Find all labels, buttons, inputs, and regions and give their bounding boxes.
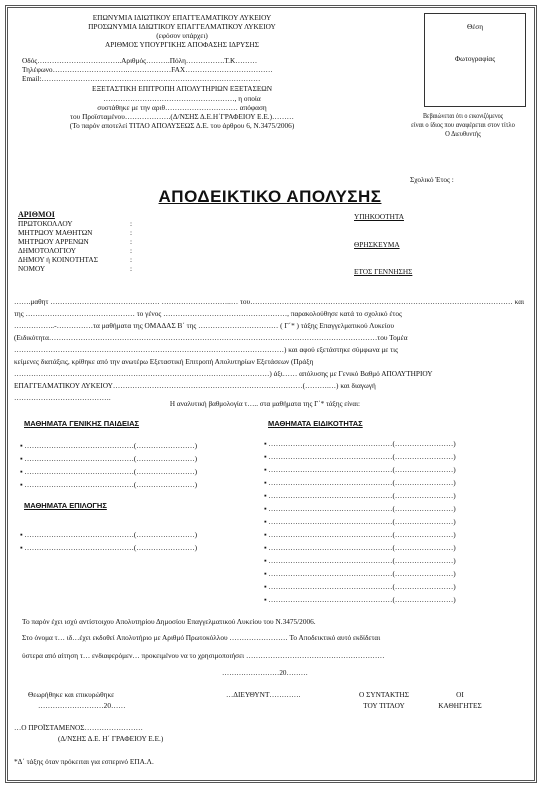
committee-line-3: του Προϊσταμένου……………….(Δ/ΝΣΗΣ Δ.Ε.Η΄ΓΡΑΦΕΙΟΥ Ε.Ε.)……… xyxy=(70,112,294,121)
director-signature: …ΔΙΕΥΘΥΝΤ…………. xyxy=(226,690,301,699)
colon: : xyxy=(130,264,133,273)
colon: : xyxy=(130,246,133,255)
specialty-subject-line: ▪ ……………………………………………(……………………) xyxy=(264,582,456,591)
number-municipal-registry: ΔΗΜΟΤΟΛΟΓΙΟΥ xyxy=(18,246,77,255)
founding-decision: ΑΡΙΘΜΟΣ ΥΠΟΥΡΓΙΚΗΣ ΑΠΟΦΑΣΗΣ ΙΔΡΥΣΗΣ xyxy=(104,40,260,49)
request-statement: ύστερα από αίτηση τ… ενδιαφερόμεν… προκειμένου να το χρησιμοποιήσει ………………………………………………… xyxy=(22,651,385,660)
school-alt-note: (εφόσον υπάρχει) xyxy=(156,31,208,40)
head-signature: …Ο ΠΡΟΪΣΤΑΜΕΝΟΣ…………………… xyxy=(14,723,143,732)
specialty-subject-line: ▪ ……………………………………………(……………………) xyxy=(264,491,456,500)
school-name: ΕΠΩΝΥΜΙΑ ΙΔΙΩΤΙΚΟΥ ΕΠΑΓΓΕΛΜΑΤΙΚΟΥ ΛΥΚΕΙΟΥ xyxy=(92,13,272,22)
specialty-subject-line: ▪ ……………………………………………(……………………) xyxy=(264,465,456,474)
body-line-9: …………………………………. xyxy=(14,393,111,402)
general-subject-line: ▪ ………………………………………(……………………) xyxy=(20,454,198,463)
body-line-8: ΕΠΑΓΓΕΛΜΑΤΙΚΟΥ ΛΥΚΕΙΟΥ……………………………………………………………………(……….…) και διαγωγή xyxy=(14,381,376,390)
committee-line-4: (Το παρόν αποτελεί ΤΙΤΛΟ ΑΠΟΛΥΣΕΩΣ Δ.Ε. του άρθρου 6, Ν.3475/2006) xyxy=(69,121,295,130)
head-office: (Δ/ΝΣΗΣ Δ.Ε. Η΄ ΓΡΑΦΕΙΟΥ Ε.Ε.) xyxy=(58,734,164,743)
specialty-subject-line: ▪ ……………………………………………(……………………) xyxy=(264,452,456,461)
elective-subject-line: ▪ ………………………………………(……………………) xyxy=(20,530,198,539)
general-subjects-heading: ΜΑΘΗΜΑΤΑ ΓΕΝΙΚΗΣ ΠΑΙΔΕΙΑΣ xyxy=(24,419,140,428)
footnote: *Δ΄ τάξης όταν πρόκειται για εσπερινό ΕΠΑ.Λ. xyxy=(14,757,154,766)
grades-intro: Η αναλυτική βαθμολογία τ….. στα μαθήματα της Γ΄* τάξης είναι: xyxy=(169,399,361,408)
specialty-subjects-heading: ΜΑΘΗΜΑΤΑ ΕΙΔΙΚΟΤΗΤΑΣ xyxy=(268,419,363,428)
citizenship-label: ΥΠΗΚΟΟΤΗΤΑ xyxy=(354,212,404,221)
colon: : xyxy=(130,255,133,264)
colon: : xyxy=(130,228,133,237)
phone-line: Τηλέφωνο………………………….………………FAX……………………………… xyxy=(22,65,273,74)
teachers-label-1: ΟΙ xyxy=(456,690,464,699)
issued-statement: Στο όνομα τ… ιδ…έχει εκδοθεί Απολυτήριο με Αριθμό Πρωτοκόλλου …………………… Το Αποδεικτικό αυτό εκδίδεται xyxy=(22,633,381,642)
specialty-subject-line: ▪ ……………………………………………(……………………) xyxy=(264,439,456,448)
specialty-subject-line: ▪ ……………………………………………(……………………) xyxy=(264,543,456,552)
general-subject-line: ▪ ………………………………………(……………………) xyxy=(20,480,198,489)
general-subject-line: ▪ ………………………………………(……………………) xyxy=(20,467,198,476)
photo-note-2: είναι ο ίδιος που αναφέρεται στον τίτλο xyxy=(411,120,515,129)
specialty-subject-line: ▪ ……………………………………………(……………………) xyxy=(264,517,456,526)
verified-label: Θεωρήθηκε και επικυρώθηκε xyxy=(28,690,115,699)
specialty-subject-line: ▪ ……………………………………………(……………………) xyxy=(264,504,456,513)
email-line: Email:……………………………………………………………………………… xyxy=(22,74,261,83)
school-alt-name: ΠΡΟΣΩΝΥΜΙΑ ΙΔΙΩΤΙΚΟΥ ΕΠΑΓΓΕΛΜΑΤΙΚΟΥ ΛΥΚΕΙΟΥ xyxy=(88,22,276,31)
elective-subject-line: ▪ ………………………………………(……………………) xyxy=(20,543,198,552)
committee-line-1: ………………………………………………, η οποία xyxy=(103,94,261,103)
religion-label: ΘΡΗΣΚΕΥΜΑ xyxy=(354,240,400,249)
issue-date: ……………………20……… xyxy=(222,668,308,677)
number-male-registry: ΜΗΤΡΩΟΥ ΑΡΡΕΝΩΝ xyxy=(18,237,89,246)
specialty-subject-line: ▪ ……………………………………………(……………………) xyxy=(264,478,456,487)
number-student-registry: ΜΗΤΡΩΟΥ ΜΑΘΗΤΩΝ xyxy=(18,228,93,237)
address-line: Οδός……………………………..Αριθμός……….Πόλη…………….Τ.Κ……… xyxy=(22,56,258,65)
number-protocol: ΠΡΩΤΟΚΟΛΛΟΥ xyxy=(18,219,73,228)
number-municipality: ΔΗΜΟΥ ή ΚΟΙΝΟΤΗΤΑΣ xyxy=(18,255,98,264)
photo-note-3: Ο Διευθυντής xyxy=(445,129,481,138)
validity-statement: Το παρόν έχει ισχύ αντίστοιχου Απολυτηρίου Δημοσίου Επαγγελματικού Λυκείου του Ν.3475/2006. xyxy=(22,617,316,626)
photo-label-1: Θέση xyxy=(466,22,484,31)
document-title: ΑΠΟΔΕΙΚΤΙΚΟ ΑΠΟΛΥΣΗΣ xyxy=(158,187,382,206)
body-line-6: κείμενες διατάξεις, κρίθηκε από την ανωτέρω Εξεταστική Επιτροπή Απολυτηρίων Εξετάσεων (Πράξη xyxy=(14,357,314,366)
colon: : xyxy=(130,219,133,228)
number-prefecture: ΝΟΜΟΥ xyxy=(18,264,46,273)
body-line-7: ……………………………………………………………………………………………) άξι…… απόλυσης με Γενικό Βαθμό ΑΠΟΛΥΤΗΡΙΟΥ xyxy=(14,369,433,378)
body-line-4: (Ειδικότητα………………………………………………………………………………………………………………………του Τομέα xyxy=(14,333,408,342)
body-line-1: …….μαθητ ……………………………………… ………………………..… του……………………………………………………………………………………………… και xyxy=(14,297,525,306)
body-line-3: ……………..-……………τα μαθήματα της ΟΜΑΔΑΣ Β΄ της …………………………… ( Γ΄* ) τάξης Επαγγελματικού Λυκείου xyxy=(14,321,394,330)
colon: : xyxy=(130,237,133,246)
author-label-2: ΤΟΥ ΤΙΤΛΟΥ xyxy=(363,701,405,710)
verified-date: ………………………20…… xyxy=(38,701,126,710)
body-line-5: …………………………………………………………………………………………………) και αφού εξετάστηκε σύμφωνα με τις xyxy=(14,345,398,354)
specialty-subject-line: ▪ ……………………………………………(……………………) xyxy=(264,595,456,604)
photo-note-1: Βεβαιώνεται ότι ο εικονιζόμενος xyxy=(422,111,504,120)
author-label-1: Ο ΣΥΝΤΑΚΤΗΣ xyxy=(359,690,409,699)
specialty-subject-line: ▪ ……………………………………………(……………………) xyxy=(264,530,456,539)
photo-label-2: Φωτογραφίας xyxy=(454,54,496,63)
body-line-2: της ……………………………………… το γένος ……………………………………………, παρακολούθησε κατά το σχολικό έτος xyxy=(14,309,402,318)
photo-placeholder xyxy=(424,13,526,107)
numbers-heading: ΑΡΙΘΜΟΙ xyxy=(18,210,55,219)
teachers-label-2: ΚΑΘΗΓΗΤΕΣ xyxy=(438,701,482,710)
committee-line-2: συστάθηκε με την αριθ………………………… απόφαση xyxy=(97,103,267,112)
specialty-subject-line: ▪ ……………………………………………(……………………) xyxy=(264,556,456,565)
elective-subjects-heading: ΜΑΘΗΜΑΤΑ ΕΠΙΛΟΓΗΣ xyxy=(24,501,107,510)
general-subject-line: ▪ ………………………………………(……………………) xyxy=(20,441,198,450)
specialty-subject-line: ▪ ……………………………………………(……………………) xyxy=(264,569,456,578)
committee-heading: ΕΞΕΤΑΣΤΙΚΗ ΕΠΙΤΡΟΠΗ ΑΠΟΛΥΤΗΡΙΩΝ ΕΞΕΤΑΣΕΩΝ xyxy=(92,84,272,93)
school-year-label: Σχολικό Έτος : xyxy=(410,175,454,184)
birth-year-label: ΕΤΟΣ ΓΕΝΝΗΣΗΣ xyxy=(354,267,413,276)
